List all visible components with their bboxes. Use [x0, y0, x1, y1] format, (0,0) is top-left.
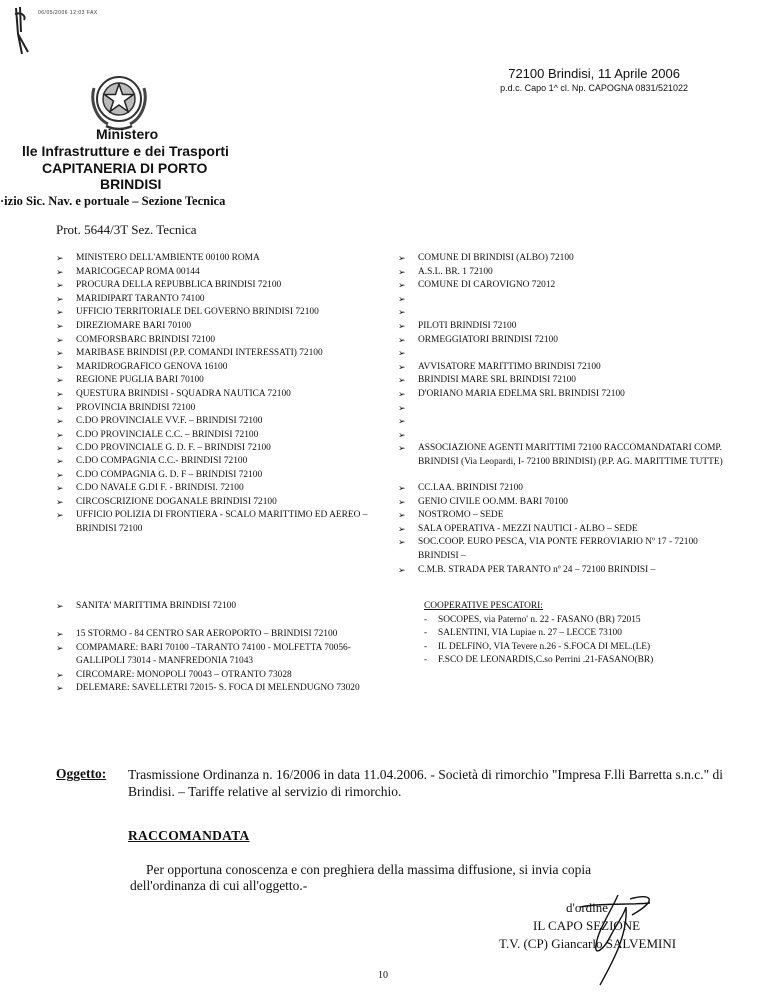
recipient-item — [398, 347, 728, 361]
bullet-arrow-icon: ➢ — [398, 483, 406, 493]
recipient-item — [398, 361, 728, 375]
recipient-item — [56, 320, 396, 334]
cooperative-item: - F.SCO DE LEONARDIS,C.so Perrini .21-FASANO(BR) — [424, 655, 654, 666]
recipient-item — [398, 523, 738, 537]
bullet-arrow-icon: ➢ — [56, 629, 64, 639]
recipient-text: 15 STORMO - 84 CENTRO SAR AEROPORTO – BRINDISI 72100 — [76, 629, 338, 639]
recipient-text: CIRCOMARE: MONOPOLI 70043 – OTRANTO 73028 — [76, 669, 292, 680]
recipient-text: UFFICIO POLIZIA DI FRONTIERA - SCALO MARITTIMO ED AEREO – BRINDISI 72100 — [76, 510, 368, 534]
italian-republic-emblem-icon — [86, 68, 152, 134]
recipient-item — [56, 415, 396, 429]
recipient-item — [398, 482, 738, 496]
recipient-item — [398, 564, 738, 578]
bullet-arrow-icon: ➢ — [398, 523, 406, 534]
cooperative-item-text: F.SCO DE LEONARDIS,C.so Perrini .21-FASANO(BR) — [438, 655, 654, 666]
bullet-arrow-icon: ➢ — [56, 280, 64, 291]
recipients-list-right-1 — [398, 252, 728, 470]
recipient-text: MARIDROGRAFICO GENOVA 16100 — [76, 361, 228, 372]
recipient-item — [56, 469, 396, 483]
bullet-arrow-icon: ➢ — [398, 361, 406, 372]
recipients-list-left-4 — [56, 628, 401, 696]
signature-dordine: d'ordine — [566, 900, 609, 915]
recipient-text: MARICOGECAP ROMA 00144 — [76, 266, 200, 277]
date-line: 72100 Brindisi, 11 Aprile 2006 — [508, 66, 680, 81]
recipient-item — [56, 252, 396, 266]
recipient-item — [398, 252, 728, 266]
bullet-arrow-icon: ➢ — [56, 669, 64, 680]
recipient-item — [56, 361, 396, 375]
recipient-item — [56, 442, 396, 456]
recipients-list-left-3 — [56, 600, 396, 614]
bullet-arrow-icon: ➢ — [56, 443, 64, 454]
recipient-item — [56, 402, 396, 416]
handwritten-signature — [500, 885, 700, 990]
recipient-item — [56, 482, 396, 496]
bullet-arrow-icon: ➢ — [56, 456, 64, 466]
recipient-item — [56, 388, 396, 402]
recipient-item — [398, 415, 728, 429]
recipients-list-left-2 — [56, 455, 396, 537]
bullet-arrow-icon: ➢ — [56, 293, 64, 304]
bullet-arrow-icon: ➢ — [398, 429, 406, 440]
bullet-arrow-icon: ➢ — [398, 402, 406, 413]
recipient-item — [56, 306, 396, 320]
recipient-item — [56, 374, 396, 388]
bullet-arrow-icon: ➢ — [398, 416, 406, 427]
signature-name: T.V. (CP) Giancarlo SALVEMINI — [499, 936, 677, 951]
org-line-capitaneria: CAPITANERIA DI PORTO — [42, 160, 208, 176]
recipient-text: PROCURA DELLA REPUBBLICA BRINDISI 72100 — [76, 280, 282, 291]
recipient-item — [398, 266, 728, 280]
bullet-arrow-icon: ➢ — [56, 510, 64, 521]
recipient-item — [398, 496, 738, 510]
bullet-arrow-icon: ➢ — [56, 601, 64, 611]
recipient-item — [56, 429, 396, 443]
recipient-text: PROVINCIA BRINDISI 72100 — [76, 402, 196, 413]
recipient-text: COMFORSBARC BRINDISI 72100 — [76, 334, 216, 345]
recipient-item — [398, 429, 728, 443]
cooperatives-block — [424, 600, 744, 668]
recipient-item — [56, 279, 396, 293]
subject-label: Oggetto: — [56, 766, 107, 781]
recipient-text: AVVISATORE MARITTIMO BRINDISI 72100 — [418, 361, 601, 372]
bullet-arrow-icon: ➢ — [56, 307, 64, 318]
bullet-arrow-icon: ➢ — [56, 253, 64, 263]
bullet-arrow-icon: ➢ — [398, 388, 406, 399]
recipient-text: ORMEGGIATORI BRINDISI 72100 — [418, 334, 558, 345]
bullet-arrow-icon: ➢ — [56, 416, 64, 427]
org-line-ministry-name: lle Infrastrutture e dei Trasporti — [22, 143, 229, 159]
cooperative-item: - IL DELFINO, VIA Tevere n.26 - S.FOCA DI MEL.(LE) — [424, 641, 651, 652]
bullet-arrow-icon: ➢ — [398, 307, 406, 318]
recipient-item — [398, 293, 728, 307]
recipient-item — [56, 642, 401, 669]
recipient-text: COMUNE DI CAROVIGNO 72012 — [418, 280, 556, 291]
body-text-line-2: dell'ordinanza di cui all'oggetto.- — [130, 878, 308, 893]
bullet-arrow-icon: ➢ — [398, 293, 406, 304]
cooperative-item: - SALENTINI, VIA Lupiae n. 27 – LECCE 73100 — [424, 628, 622, 639]
cooperative-item-text: IL DELFINO, VIA Tevere n.26 - S.FOCA DI MEL.(LE) — [438, 641, 651, 652]
recipient-text: CC.I.AA. BRINDISI 72100 — [418, 483, 523, 493]
recipient-text: A.S.L. BR. 1 72100 — [418, 266, 493, 277]
recipient-text: COMUNE DI BRINDISI (ALBO) 72100 — [418, 253, 574, 263]
recipient-item — [398, 536, 738, 563]
recipient-text: MARIBASE BRINDISI (P.P. COMANDI INTERESSATI) 72100 — [76, 348, 323, 359]
contact-line: p.d.c. Capo 1^ cl. Np. CAPOGNA 0831/521022 — [500, 83, 688, 93]
org-line-section: ·izio Sic. Nav. e portuale – Sezione Tecnica — [0, 194, 226, 208]
bullet-arrow-icon: ➢ — [398, 280, 406, 291]
recipient-text: SANITA' MARITTIMA BRINDISI 72100 — [76, 601, 237, 611]
recipient-text: C.DO PROVINCIALE C.C. – BRINDISI 72100 — [76, 429, 259, 440]
bullet-arrow-icon: ➢ — [56, 483, 64, 494]
bullet-arrow-icon: ➢ — [398, 537, 406, 548]
recipient-text: REGIONE PUGLIA BARI 70100 — [76, 375, 204, 386]
recipient-text: DELEMARE: SAVELLETRI 72015- S. FOCA DI MELENDUGNO 73020 — [76, 683, 360, 694]
bullet-arrow-icon: ➢ — [56, 429, 64, 440]
bullet-arrow-icon: ➢ — [398, 443, 406, 454]
recipient-text: SALA OPERATIVA - MEZZI NAUTICI - ALBO – SEDE — [418, 523, 638, 534]
recipient-text: D'ORIANO MARIA EDELMA SRL BRINDISI 72100 — [418, 388, 625, 399]
bullet-arrow-icon: ➢ — [56, 642, 64, 653]
recipients-list-left-1 — [56, 252, 396, 456]
recipient-text: C.DO COMPAGNIA G. D. F – BRINDISI 72100 — [76, 469, 263, 480]
bullet-arrow-icon: ➢ — [398, 253, 406, 263]
recipient-item — [56, 496, 396, 510]
recipient-item — [56, 628, 401, 642]
recipient-text: C.DO NAVALE G.DI F. - BRINDISI. 72100 — [76, 483, 244, 494]
recipient-text: C.M.B. STRADA PER TARANTO nº 24 – 72100 BRINDISI – — [418, 564, 656, 575]
recipient-text: MARIDIPART TARANTO 74100 — [76, 293, 205, 304]
bullet-arrow-icon: ➢ — [398, 348, 406, 359]
org-line-city: BRINDISI — [100, 176, 162, 192]
recipient-text: NOSTROMO – SEDE — [418, 510, 504, 521]
recipient-item — [398, 388, 728, 402]
bullet-arrow-icon: ➢ — [56, 402, 64, 413]
recipient-text: PILOTI BRINDISI 72100 — [418, 320, 517, 331]
recipient-item — [56, 293, 396, 307]
bullet-arrow-icon: ➢ — [398, 266, 406, 277]
recipient-item — [56, 509, 396, 536]
recipient-item — [398, 279, 728, 293]
bullet-arrow-icon: ➢ — [56, 496, 64, 507]
protocol-number: Prot. 5644/3T Sez. Tecnica — [56, 222, 197, 237]
recipient-text: ASSOCIAZIONE AGENTI MARITTIMI 72100 RACCOMANDATARI COMP. BRINDISI (Via Leopardi, I- 72100 BRINDISI) (P.P. AG. MARITTIME TUTTE) — [418, 443, 723, 467]
recipient-text: GENIO CIVILE OO.MM. BARI 70100 — [418, 496, 568, 507]
recipient-text: QUESTURA BRINDISI - SQUADRA NAUTICA 72100 — [76, 388, 291, 399]
recipient-item — [56, 266, 396, 280]
raccomandata-heading: RACCOMANDATA — [128, 828, 250, 843]
recipient-item — [398, 442, 728, 469]
recipient-item — [398, 334, 728, 348]
recipient-text: C.DO PROVINCIALE VV.F. – BRINDISI 72100 — [76, 416, 263, 427]
recipient-item — [56, 455, 396, 469]
recipients-list-right-2 — [398, 482, 738, 577]
bullet-arrow-icon: ➢ — [398, 375, 406, 386]
recipient-text: UFFICIO TERRITORIALE DEL GOVERNO BRINDISI 72100 — [76, 307, 319, 318]
cooperative-item: - SOCOPES, via Paterno' n. 22 - FASANO (BR) 72015 — [424, 614, 641, 625]
recipient-item — [398, 374, 728, 388]
cooperative-item-text: SALENTINI, VIA Lupiae n. 27 – LECCE 73100 — [438, 628, 622, 639]
recipient-item — [56, 669, 401, 683]
recipient-text: BRINDISI MARE SRL BRINDISI 72100 — [418, 375, 576, 386]
cooperatives-title: COOPERATIVE PESCATORI: — [424, 601, 543, 611]
bullet-arrow-icon: ➢ — [398, 320, 406, 331]
recipient-item — [398, 402, 728, 416]
bullet-arrow-icon: ➢ — [56, 469, 64, 480]
recipient-item — [56, 682, 401, 696]
recipient-item — [398, 306, 728, 320]
recipient-text: C.DO PROVINCIALE G. D. F. – BRINDISI 72100 — [76, 443, 271, 454]
bullet-arrow-icon: ➢ — [56, 361, 64, 372]
recipient-item — [398, 509, 738, 523]
recipient-text: CIRCOSCRIZIONE DOGANALE BRINDISI 72100 — [76, 496, 277, 507]
recipient-item — [56, 600, 396, 614]
recipient-text: C.DO COMPAGNIA C.C.- BRINDISI 72100 — [76, 456, 248, 466]
recipient-item — [56, 334, 396, 348]
bullet-arrow-icon: ➢ — [56, 334, 64, 345]
signature-role: IL CAPO SEZIONE — [533, 918, 641, 933]
bullet-arrow-icon: ➢ — [56, 266, 64, 277]
fax-header-line: 06/05/2006 12:03 FAX — [38, 10, 98, 16]
recipient-item — [56, 347, 396, 361]
recipient-item — [398, 320, 728, 334]
bullet-arrow-icon: ➢ — [398, 334, 406, 345]
bullet-arrow-icon: ➢ — [56, 320, 64, 331]
recipient-text: SOC.COOP. EURO PESCA, VIA PONTE FERROVIARIO Nº 17 - 72100 BRINDISI – — [418, 537, 698, 561]
bullet-arrow-icon: ➢ — [398, 496, 406, 507]
subject-text: Trasmissione Ordinanza n. 16/2006 in data 11.04.2006. - Società di rimorchio "Impresa F.lli Barretta s.n.c." di Brindisi. – Tariffe relative al servizio di rimorchio. — [128, 767, 723, 799]
page-number: 10 — [378, 970, 388, 981]
recipient-text: COMPAMARE: BARI 70100 –TARANTO 74100 - MOLFETTA 70056- GALLIPOLI 73014 - MANFREDONIA 71043 — [76, 642, 351, 667]
bullet-arrow-icon: ➢ — [56, 375, 64, 386]
bullet-arrow-icon: ➢ — [56, 388, 64, 399]
bullet-arrow-icon: ➢ — [398, 564, 406, 575]
recipient-text: DIREZIOMARE BARI 70100 — [76, 320, 192, 331]
recipient-text: MINISTERO DELL'AMBIENTE 00100 ROMA — [76, 253, 260, 263]
cooperative-item-text: SOCOPES, via Paterno' n. 22 - FASANO (BR) 72015 — [438, 614, 641, 625]
bullet-arrow-icon: ➢ — [56, 348, 64, 359]
body-text-line-1: Per opportuna conoscenza e con preghiera della massima diffusione, si invia copia — [146, 862, 592, 877]
org-line-ministero: Ministero — [96, 126, 159, 142]
bullet-arrow-icon: ➢ — [398, 510, 406, 521]
bullet-arrow-icon: ➢ — [56, 683, 64, 694]
